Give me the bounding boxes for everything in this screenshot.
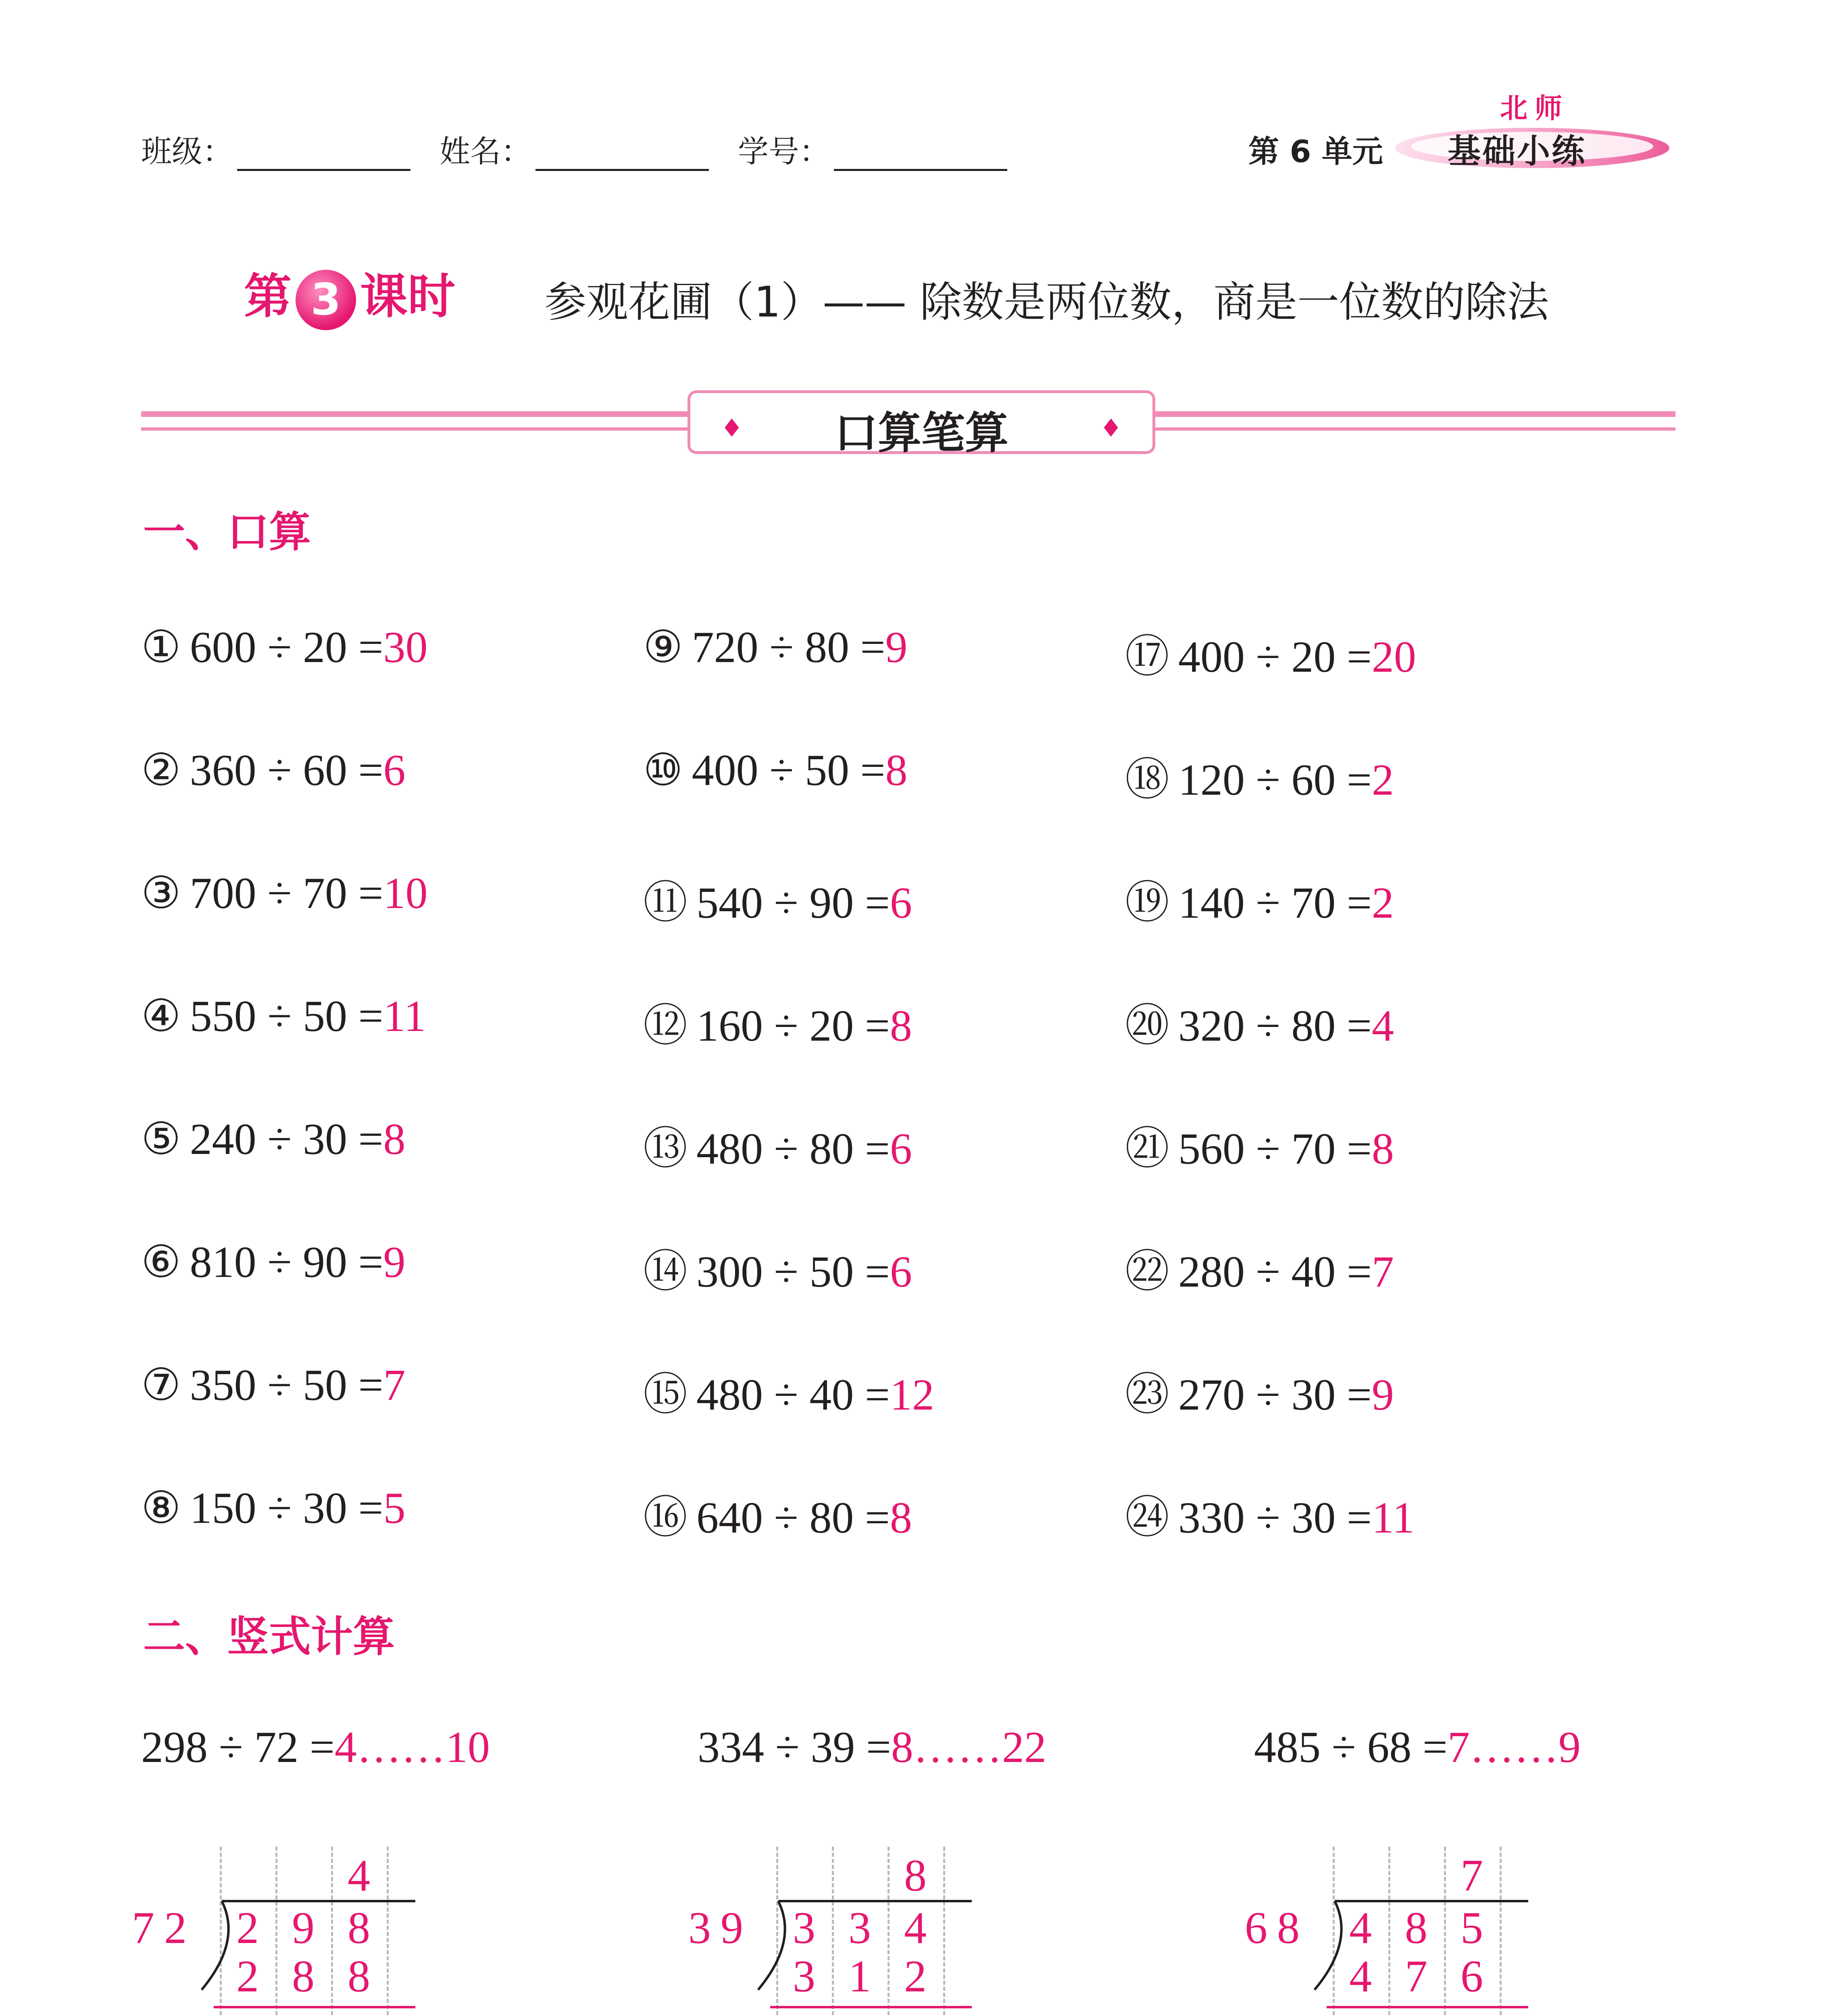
lesson-number-badge: 3 (296, 270, 356, 330)
oral-problem (141, 1359, 406, 1411)
problem-expression: 360 ÷ 60 = (190, 746, 383, 795)
problem-number: ⑭ (643, 1247, 688, 1296)
oral-problem (1125, 867, 1394, 931)
problem-expression: 480 ÷ 80 = (696, 1124, 890, 1173)
name-label: 姓名： (440, 133, 531, 169)
problem-expression: 640 ÷ 80 = (696, 1493, 890, 1542)
division-bracket-icon (135, 1839, 458, 2016)
problem-answer[interactable]: 6 (383, 746, 406, 795)
product-digit: 2 (236, 1951, 259, 2001)
problem-number: ⑮ (643, 1370, 688, 1419)
problem-number: ⑩ (643, 746, 683, 795)
oral-problem (1125, 1482, 1415, 1545)
bracket-curve (1315, 1901, 1342, 1990)
dividend-digit: 2 (236, 1903, 259, 1953)
product-digit: 4 (1349, 1951, 1372, 2001)
name-field (440, 127, 709, 171)
problem-number: ⑦ (141, 1360, 181, 1410)
problem-expression: 330 ÷ 30 = (1178, 1493, 1372, 1542)
oral-problem (643, 867, 912, 931)
problem-number: ⑬ (643, 1124, 688, 1173)
oral-problem (1125, 1359, 1394, 1422)
part1-title: 一、口算 (143, 507, 311, 556)
product-digit: 6 (1461, 1951, 1483, 2001)
oral-problem (1125, 1113, 1394, 1177)
unit-label: 第 6 单元 (1248, 133, 1383, 169)
divisor-digit: 2 (164, 1903, 187, 1953)
problem-answer[interactable]: 9 (383, 1237, 406, 1287)
problem-answer[interactable]: 8 (890, 1493, 912, 1542)
problem-answer[interactable]: 10 (383, 868, 428, 918)
oral-problem (1125, 1236, 1394, 1300)
oral-problem (1125, 990, 1394, 1054)
oral-problem (141, 867, 428, 919)
divisor-digit: 8 (1277, 1903, 1300, 1953)
id-blank[interactable] (834, 142, 1007, 171)
problem-answer[interactable]: 6 (890, 1124, 912, 1173)
product-digit: 1 (848, 1951, 871, 2001)
problem-expression: 280 ÷ 40 = (1178, 1247, 1372, 1296)
division-bracket-icon (1248, 1839, 1571, 2016)
problem-number: ⑲ (1125, 878, 1169, 927)
problem-answer[interactable]: 2 (1371, 755, 1394, 804)
problem-answer[interactable]: 9 (1371, 1370, 1394, 1419)
problem-answer[interactable]: 20 (1371, 632, 1416, 681)
oral-problem (643, 1236, 912, 1300)
problem-expression: 160 ÷ 20 = (696, 1001, 890, 1050)
dividend-digit: 8 (348, 1903, 370, 1953)
diamond-icon: ♦ (721, 413, 743, 443)
class-blank[interactable] (237, 142, 410, 171)
oral-problem (1125, 621, 1416, 685)
brand-top-label: 北师 (1500, 93, 1570, 125)
dividend-digit: 9 (292, 1903, 315, 1953)
problem-number: ⑰ (1125, 632, 1169, 681)
problem-expression: 350 ÷ 50 = (190, 1360, 383, 1410)
divisor-digit: 6 (1245, 1903, 1267, 1953)
product-digit: 8 (292, 1951, 315, 2001)
long-division-layout (1245, 1839, 1571, 2016)
oral-problem (643, 744, 908, 796)
problem-number: ⑨ (643, 623, 683, 672)
quotient-digit: 4 (348, 1851, 370, 1901)
problem-answer[interactable]: 8 (383, 1114, 406, 1164)
problem-answer[interactable]: 5 (383, 1483, 406, 1533)
product-digit: 8 (348, 1951, 370, 2001)
problem-expression: 320 ÷ 80 = (1178, 1001, 1372, 1050)
banner-rule-left (141, 411, 688, 417)
oral-problem (141, 990, 426, 1042)
equation-answer[interactable]: 8……22 (891, 1722, 1046, 1772)
problem-answer[interactable]: 8 (885, 746, 908, 795)
problem-answer[interactable]: 2 (1371, 878, 1394, 927)
problem-expression: 550 ÷ 50 = (190, 991, 383, 1041)
banner-rule-left-thin (141, 427, 688, 431)
problem-answer[interactable]: 11 (1371, 1493, 1415, 1542)
oral-problem (643, 1113, 912, 1177)
long-division-layout (132, 1839, 458, 2016)
dividend-digit: 3 (793, 1903, 815, 1953)
equation-answer[interactable]: 4……10 (334, 1722, 490, 1772)
problem-number: ㉓ (1125, 1370, 1169, 1419)
problem-expression: 540 ÷ 90 = (696, 878, 890, 927)
problem-answer[interactable]: 4 (1371, 1001, 1394, 1050)
problem-number: ⑥ (141, 1237, 181, 1287)
problem-expression: 300 ÷ 50 = (696, 1247, 890, 1296)
oral-problem (141, 1236, 406, 1288)
long-division-layout (688, 1839, 1014, 2016)
problem-number: ㉒ (1125, 1247, 1169, 1296)
dividend-digit: 3 (848, 1903, 871, 1953)
problem-expression: 120 ÷ 60 = (1178, 755, 1372, 804)
problem-expression: 810 ÷ 90 = (190, 1237, 383, 1287)
problem-number: ⑳ (1125, 1001, 1169, 1050)
product-digit: 3 (793, 1951, 815, 2001)
problem-answer[interactable]: 30 (383, 623, 428, 672)
oral-problem (643, 1359, 934, 1422)
product-digit: 7 (1405, 1951, 1427, 2001)
vertical-problem-equation (698, 1722, 1046, 1773)
divisor-digit: 7 (132, 1903, 154, 1953)
problem-expression: 140 ÷ 70 = (1178, 878, 1372, 927)
quotient-digit: 8 (904, 1851, 927, 1901)
lesson-subtitle: 参观花圃（1）—— 除数是两位数，商是一位数的除法 (544, 277, 1549, 327)
problem-number: ⑪ (643, 878, 688, 927)
lesson-suffix: 课时 (360, 269, 456, 324)
id-label: 学号： (738, 133, 830, 169)
divisor-digit: 3 (688, 1903, 711, 1953)
oral-problem (141, 1113, 406, 1165)
problem-answer[interactable]: 8 (1371, 1124, 1394, 1173)
problem-expression: 400 ÷ 20 = (1178, 632, 1372, 681)
problem-number: ③ (141, 868, 181, 918)
banner-rule-right-thin (1155, 427, 1675, 431)
problem-number: ① (141, 623, 181, 672)
problem-answer[interactable]: 9 (885, 623, 908, 672)
dividend-digit: 4 (1349, 1903, 1372, 1953)
oral-problem (643, 990, 912, 1054)
name-blank[interactable] (535, 142, 709, 171)
bracket-curve (202, 1901, 229, 1990)
divisor-digit: 9 (721, 1903, 743, 1953)
problem-number: ④ (141, 991, 181, 1041)
division-bracket-icon (692, 1839, 1014, 2016)
problem-expression: 720 ÷ 80 = (692, 623, 885, 672)
class-label: 班级： (141, 133, 233, 169)
problem-number: ② (141, 746, 181, 795)
lesson-title (244, 258, 455, 330)
oral-problem (643, 1482, 912, 1545)
problem-answer[interactable]: 7 (1371, 1247, 1394, 1296)
quotient-digit: 7 (1461, 1851, 1483, 1901)
problem-answer[interactable]: 8 (890, 1001, 912, 1050)
problem-number: ⑧ (141, 1483, 181, 1533)
oral-problem (643, 621, 908, 673)
banner-rule-right (1155, 411, 1675, 417)
vertical-problem-equation (1254, 1722, 1581, 1773)
product-digit: 2 (904, 1951, 927, 2001)
vertical-problem-equation (141, 1722, 490, 1773)
bracket-curve (758, 1901, 785, 1990)
section-banner-label: 口算笔算 (834, 408, 1008, 458)
dividend-digit: 8 (1405, 1903, 1427, 1953)
section-banner (688, 390, 1155, 458)
equation-answer[interactable]: 7……9 (1447, 1722, 1581, 1772)
problem-expression: 600 ÷ 20 = (190, 623, 383, 672)
dividend-digit: 5 (1461, 1903, 1483, 1953)
problem-number: ⑤ (141, 1114, 181, 1164)
problem-expression: 700 ÷ 70 = (190, 868, 383, 918)
class-field (141, 127, 410, 171)
problem-expression: 400 ÷ 50 = (692, 746, 885, 795)
diamond-icon: ♦ (1100, 413, 1122, 443)
problem-number: ⑯ (643, 1493, 688, 1542)
problem-number: ⑱ (1125, 755, 1169, 804)
problem-answer[interactable]: 7 (383, 1360, 406, 1410)
oral-problem (1125, 744, 1394, 808)
lesson-prefix: 第 (244, 269, 292, 324)
equation-expression: 334 ÷ 39 = (698, 1722, 891, 1772)
problem-answer[interactable]: 6 (890, 878, 912, 927)
problem-number: ⑫ (643, 1001, 688, 1050)
part2-title: 二、竖式计算 (143, 1612, 395, 1661)
dividend-digit: 4 (904, 1903, 927, 1953)
problem-expression: 150 ÷ 30 = (190, 1483, 383, 1533)
equation-expression: 485 ÷ 68 = (1254, 1722, 1448, 1772)
problem-expression: 270 ÷ 30 = (1178, 1370, 1372, 1419)
problem-answer[interactable]: 6 (890, 1247, 912, 1296)
problem-expression: 240 ÷ 30 = (190, 1114, 383, 1164)
oral-problem (141, 1482, 406, 1534)
id-field (738, 127, 1007, 171)
problem-answer[interactable]: 11 (383, 991, 426, 1041)
problem-expression: 560 ÷ 70 = (1178, 1124, 1372, 1173)
problem-number: ㉑ (1125, 1124, 1169, 1173)
problem-answer[interactable]: 12 (890, 1370, 934, 1419)
problem-expression: 480 ÷ 40 = (696, 1370, 890, 1419)
problem-number: ㉔ (1125, 1493, 1169, 1542)
oral-problem (141, 621, 428, 673)
brand-label: 基础小练 (1448, 132, 1587, 171)
equation-expression: 298 ÷ 72 = (141, 1722, 335, 1772)
oral-problem (141, 744, 406, 796)
